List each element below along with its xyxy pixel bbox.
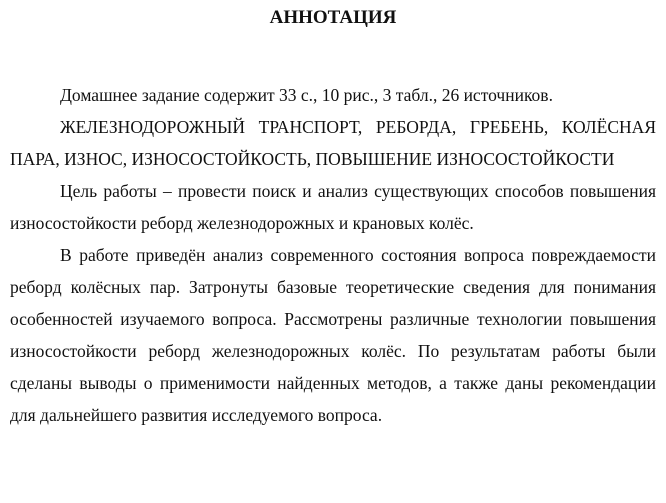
document-page bbox=[10, 0, 656, 431]
paragraph-goal: Цель работы – провести поиск и анализ существующих способов повышения износостойкости реборд железнодорожных и крановых колёс. bbox=[10, 181, 656, 233]
paragraph-summary: Домашнее задание содержит 33 с., 10 рис., 3 табл., 26 источников. bbox=[60, 85, 553, 105]
document-title: АННОТАЦИЯ bbox=[269, 7, 397, 28]
paragraph-keywords: ЖЕЛЕЗНОДОРОЖНЫЙ ТРАНСПОРТ, РЕБОРДА, ГРЕБЕНЬ, КОЛЁСНАЯ ПАРА, ИЗНОС, ИЗНОСОСТОЙКОСТЬ, ПОВЫШЕНИЕ ИЗНОСОСТОЙКОСТИ bbox=[10, 117, 656, 169]
document-body bbox=[10, 79, 656, 431]
paragraph-description: В работе приведён анализ современного состояния вопроса повреждаемости реборд колёсных пар. Затронуты базовые теоретические сведения для понимания особенностей изучаемого вопроса. Рассмотрены различные технологии повышения износостойкости реборд железнодорожных колёс. По результатам работы были сделаны выводы о применимости найденных методов, а также даны рекомендации для дальнейшего развития исследуемого вопроса. bbox=[10, 245, 656, 425]
